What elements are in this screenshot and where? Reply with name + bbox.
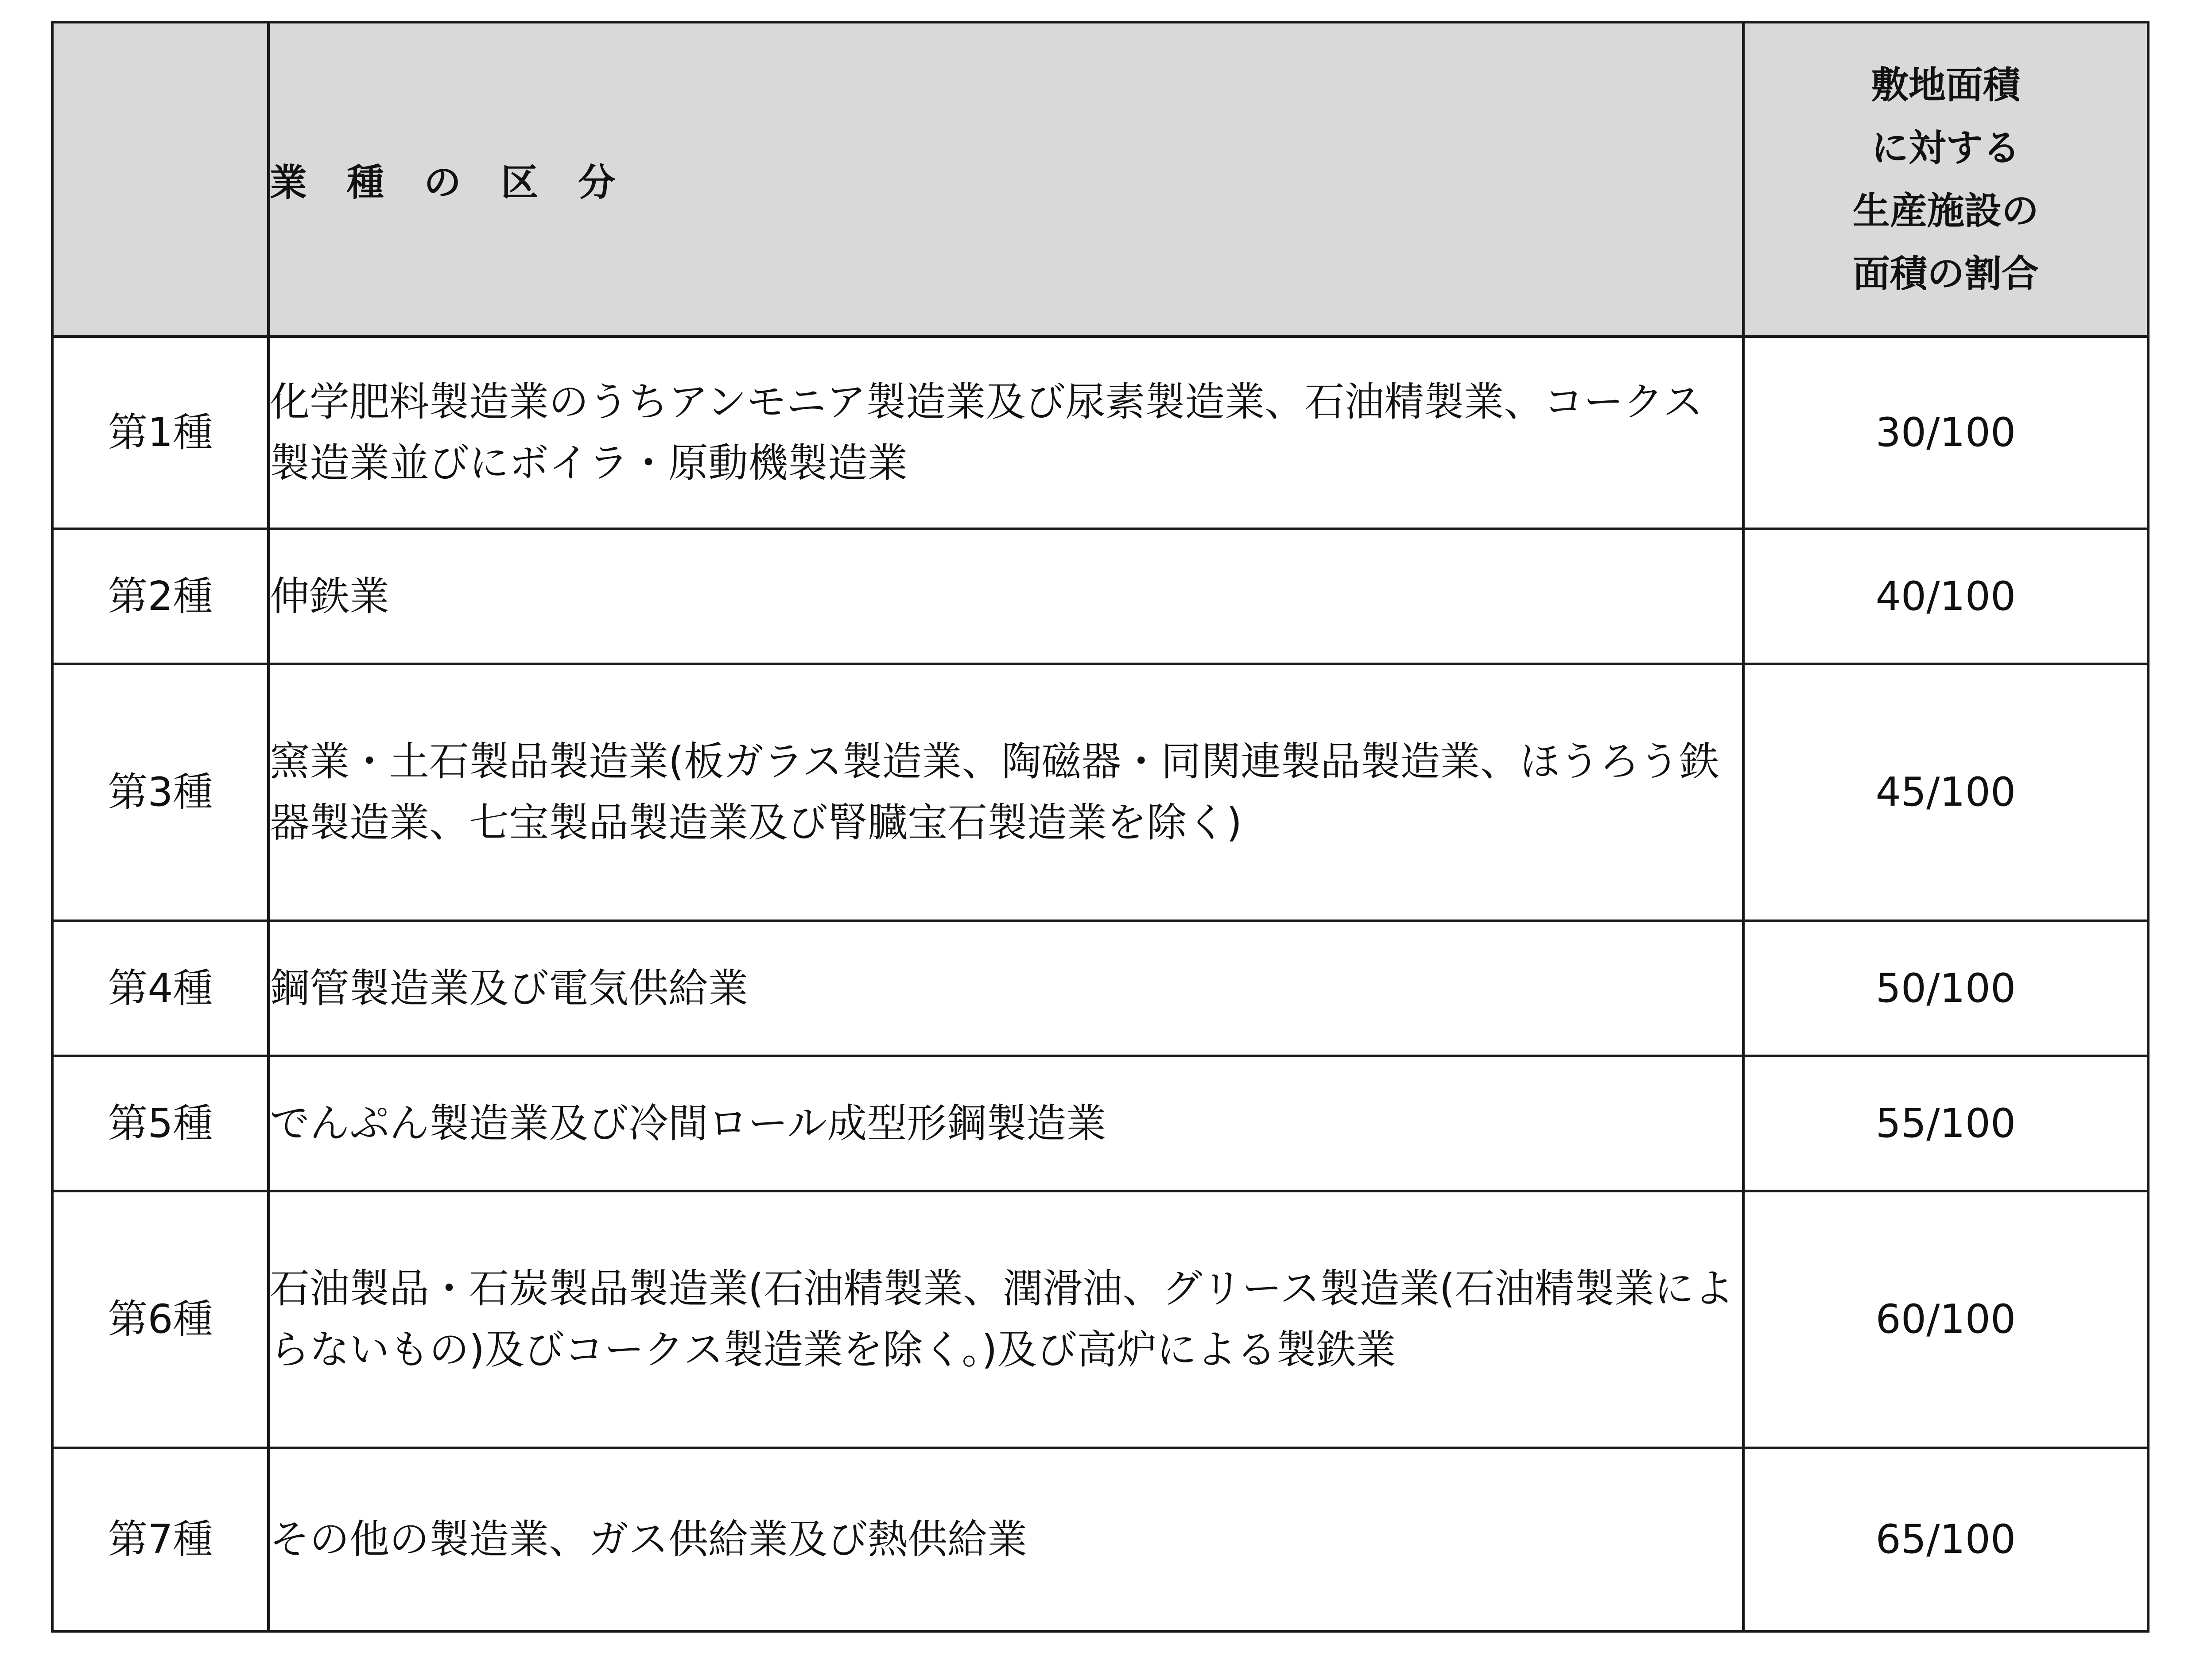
- table-row: [52, 1448, 2148, 1631]
- ratio-cell: 65/100: [1743, 1448, 2148, 1631]
- ratio-cell: 40/100: [1743, 529, 2148, 664]
- table-body: [52, 337, 2148, 1631]
- kind-cell: 第4種: [52, 921, 268, 1056]
- industry-ratio-table: [51, 21, 2149, 1633]
- kind-cell: 第6種: [52, 1191, 268, 1448]
- table-header: [52, 22, 2148, 337]
- kind-cell: 第2種: [52, 529, 268, 664]
- ratio-cell: 30/100: [1743, 337, 2148, 529]
- ratio-cell: 50/100: [1743, 921, 2148, 1056]
- kind-cell: 第3種: [52, 664, 268, 921]
- header-ratio-line: に対する: [1871, 126, 2020, 170]
- table-row: [52, 921, 2148, 1056]
- header-industry-classification: 業種の区分: [268, 22, 1743, 337]
- header-category-cell: [52, 22, 268, 337]
- description-cell: 石油製品・石炭製品製造業(石油精製業、潤滑油、グリース製造業(石油精製業によらないもの)及びコークス製造業を除く。)及び高炉による製鉄業: [268, 1191, 1743, 1448]
- description-cell: でんぷん製造業及び冷間ロール成型形鋼製造業: [268, 1056, 1743, 1191]
- description-cell: 化学肥料製造業のうちアンモニア製造業及び尿素製造業、石油精製業、コークス製造業並びにボイラ・原動機製造業: [268, 337, 1743, 529]
- ratio-cell: 45/100: [1743, 664, 2148, 921]
- header-area-ratio: [1743, 22, 2148, 337]
- table-row: [52, 664, 2148, 921]
- header-row: [52, 22, 2148, 337]
- header-ratio-line: 面積の割合: [1852, 252, 2039, 295]
- description-cell: 鋼管製造業及び電気供給業: [268, 921, 1743, 1056]
- description-cell: 伸鉄業: [268, 529, 1743, 664]
- header-ratio-line: 敷地面積: [1871, 63, 2020, 107]
- kind-cell: 第5種: [52, 1056, 268, 1191]
- description-cell: その他の製造業、ガス供給業及び熱供給業: [268, 1448, 1743, 1631]
- ratio-cell: 60/100: [1743, 1191, 2148, 1448]
- ratio-cell: 55/100: [1743, 1056, 2148, 1191]
- table-row: [52, 337, 2148, 529]
- table-row: [52, 1056, 2148, 1191]
- table-row: [52, 529, 2148, 664]
- description-cell: 窯業・土石製品製造業(板ガラス製造業、陶磁器・同関連製品製造業、ほうろう鉄器製造業、七宝製品製造業及び腎臓宝石製造業を除く): [268, 664, 1743, 921]
- header-ratio-line: 生産施設の: [1852, 189, 2039, 233]
- kind-cell: 第7種: [52, 1448, 268, 1631]
- kind-cell: 第1種: [52, 337, 268, 529]
- table-row: [52, 1191, 2148, 1448]
